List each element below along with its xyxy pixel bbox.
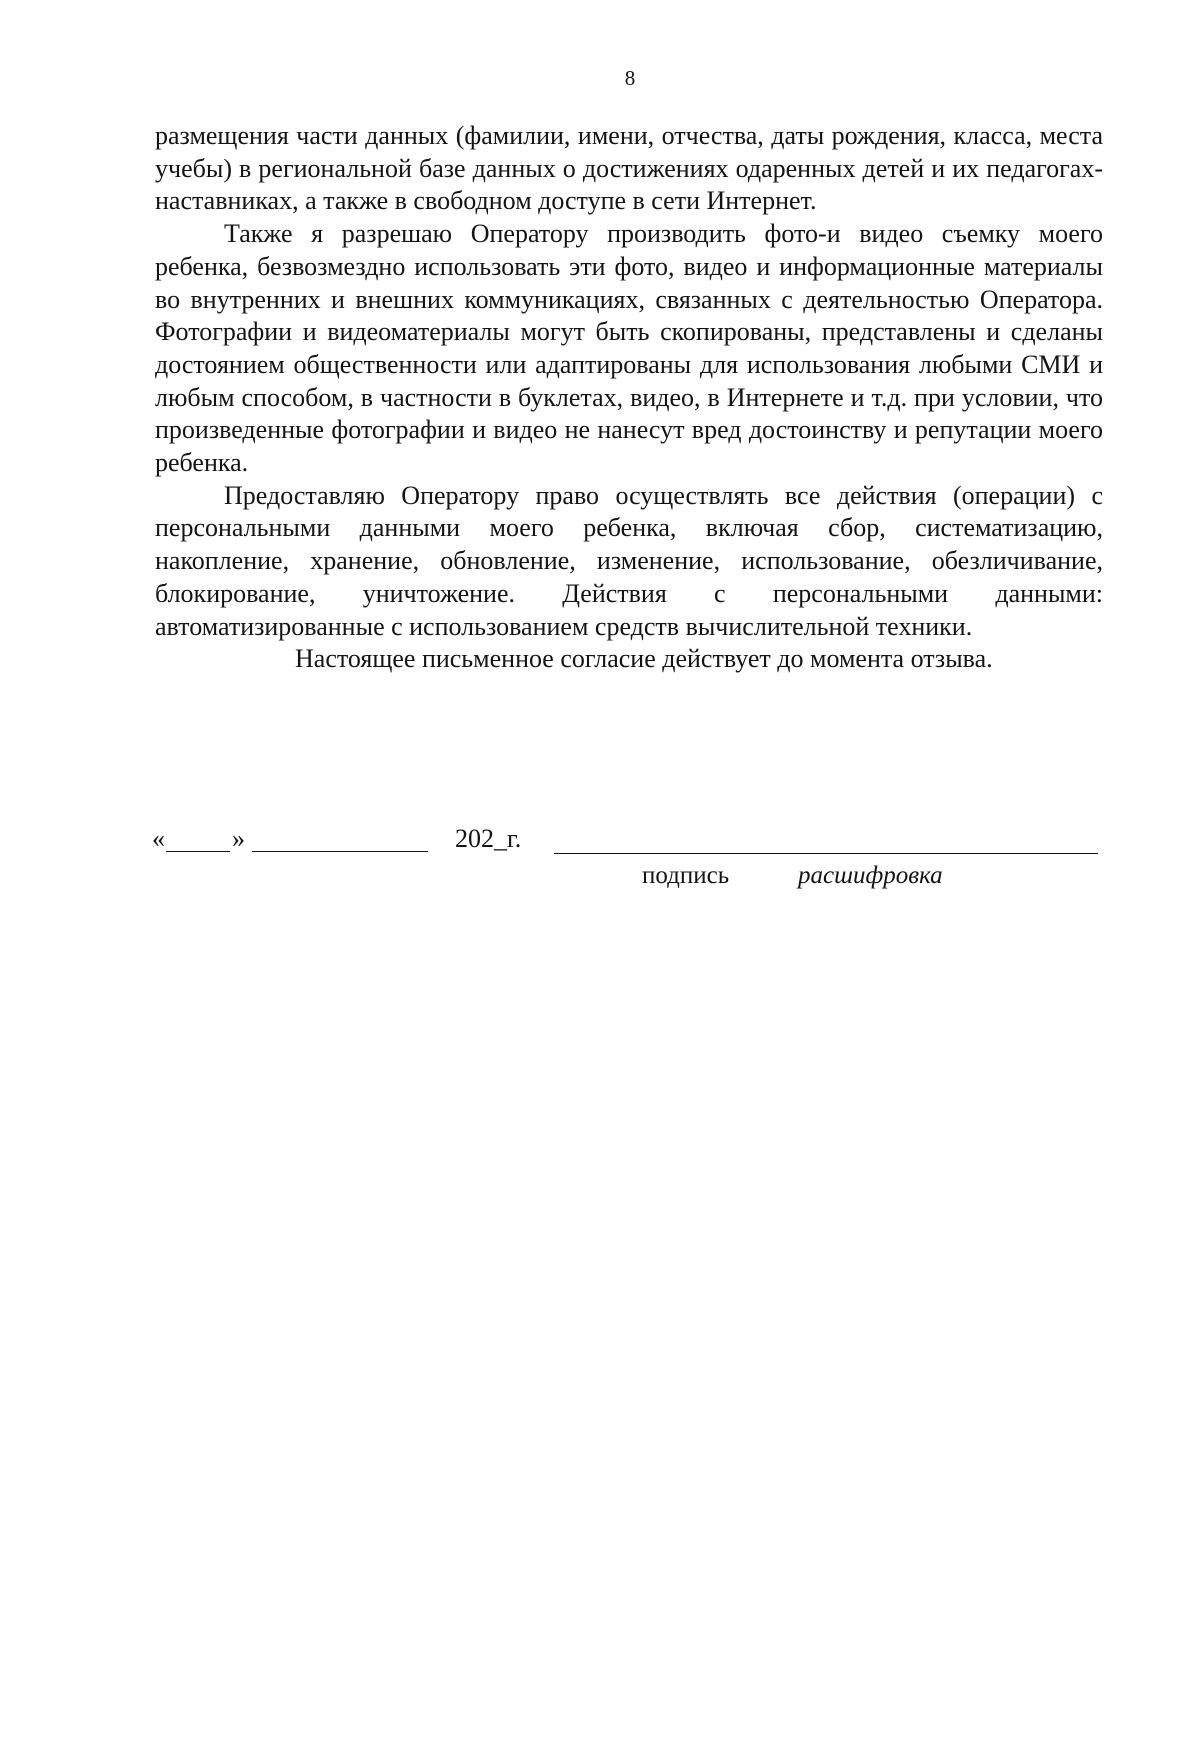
signature-caption: подпись — [642, 862, 730, 889]
document-body — [155, 120, 1103, 676]
signature-date-line — [152, 822, 1102, 862]
date-quote-open: « — [152, 824, 165, 853]
month-blank-line — [252, 851, 428, 852]
paragraph-data-placement: размещения части данных (фамилии, имени, отчества, даты рождения, класса, места учебы) в региональной базе данных о достижениях одаренных детей и их педагогах-наставниках, а также в свободном доступе в сети Интернет. — [155, 121, 1103, 216]
paragraph-processing-rights: Предоставляю Оператору право осуществлять все действия (операции) с персональными данными моего ребенка, включая сбор, систематизацию, накопление, хранение, обновление, изменение, использование, обезличивание, блокирование, уничтожение. Действия с персональными данными: автоматизированные с использованием средств вычислительной техники. — [155, 480, 1103, 641]
signature-blank-line — [554, 853, 1098, 854]
name-decoding-caption: расшифровка — [798, 862, 943, 889]
paragraph-photo-video-permission: Также я разрешаю Оператору производить фото-и видео съемку моего ребенка, безвозмездно использовать эти фото, видео и информационные материалы во внутренних и внешних коммуникациях, связанных с деятельностью Оператора. Фотографии и видеоматериалы могут быть скопированы, представлены и сделаны достоянием общественности или адаптированы для использования любыми СМИ и любым способом, в частности в буклетах, видео, в Интернете и т.д. при условии, что произведенные фотографии и видео не нанесут вред достоинству и репутации моего ребенка. — [155, 219, 1103, 478]
year-text: 202_г. — [455, 824, 522, 853]
day-blank-line — [166, 851, 230, 852]
date-quote-close: » — [232, 824, 245, 853]
page-number: 8 — [624, 66, 636, 90]
paragraph-consent-validity: Настоящее письменное согласие действует до момента отзыва. — [295, 644, 993, 674]
